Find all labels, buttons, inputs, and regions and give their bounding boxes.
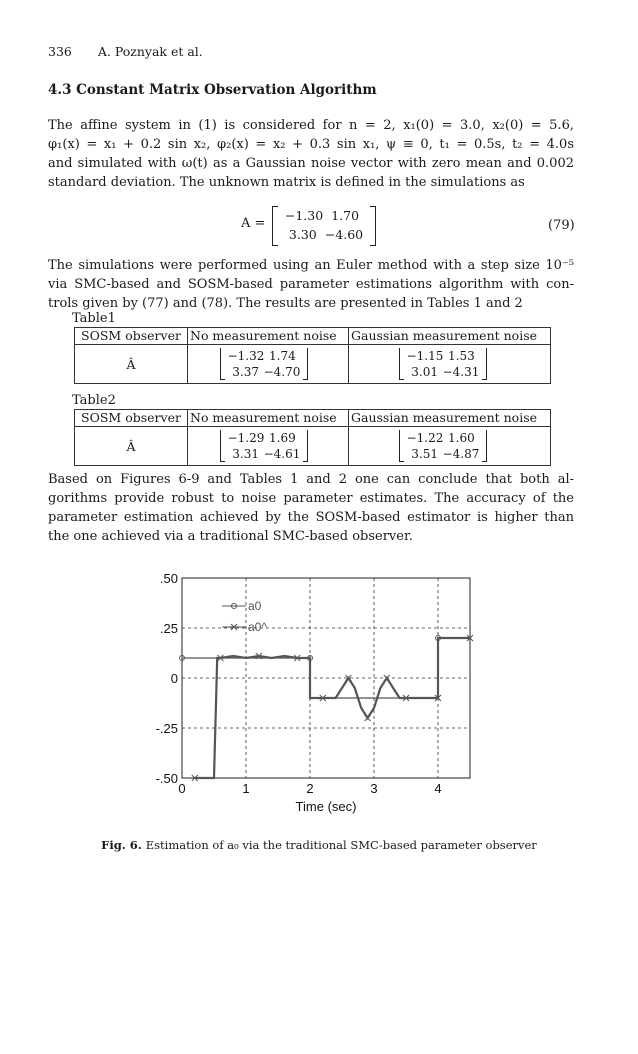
- y-tick-label: -.50: [155, 771, 178, 786]
- matrix-cell: 3.01: [411, 365, 438, 379]
- matrix-cell: −4.60: [324, 227, 364, 242]
- matrix-cell: −1.29: [227, 431, 265, 445]
- matrix-row: [273, 227, 375, 242]
- matrix-cell: 3.51: [411, 447, 438, 461]
- table-header-row: [75, 328, 551, 345]
- text-line: parameter estimation achieved by the SOSM-based estimator is higher than: [48, 510, 574, 525]
- matrix-row: [225, 447, 303, 461]
- matrix-cell: 1.60: [448, 431, 475, 445]
- text-line: The simulations were performed using an Euler method with a step size 10⁻⁵: [48, 258, 574, 273]
- text-line: The affine system in (1) is considered for n = 2, x₁(0) = 3.0, x₂(0) = 5.6,: [48, 118, 574, 133]
- estimate-matrix: [399, 348, 487, 380]
- x-tick-label: 3: [370, 781, 378, 796]
- paragraph-simulation: [48, 256, 574, 313]
- matrix-cell: 1.69: [269, 431, 296, 445]
- table-header-row: [75, 410, 551, 427]
- x-axis-label: Time (sec): [295, 799, 357, 814]
- paragraph-system-setup: [48, 116, 574, 192]
- table-cell-no-noise: [188, 345, 349, 384]
- text-line: trols given by (77) and (78). The results are presented in Tables 1 and 2: [48, 296, 523, 311]
- matrix-cell: −1.32: [227, 349, 265, 363]
- table-header-cell: SOSM observer: [75, 410, 188, 427]
- x-tick-label: 0: [178, 781, 186, 796]
- running-head: [48, 44, 203, 59]
- figure-6: [146, 571, 476, 826]
- matrix-row: [225, 365, 303, 379]
- text-line: the one achieved via a traditional SMC-based observer.: [48, 529, 413, 544]
- text-line: Based on Figures 6-9 and Tables 1 and 2 one can conclude that both al-: [48, 472, 574, 487]
- matrix-row: [404, 447, 482, 461]
- table2-caption: Table2: [72, 393, 116, 408]
- matrix-cell: 1.74: [269, 349, 296, 363]
- text-line: gorithms provide robust to noise parameter estimates. The accuracy of the: [48, 491, 574, 506]
- matrix-row: [404, 349, 482, 363]
- legend-label: a0: [248, 599, 262, 613]
- equation-79: [0, 206, 638, 246]
- text-line: standard deviation. The unknown matrix is defined in the simulations as: [48, 175, 525, 190]
- x-tick-label: 1: [242, 781, 250, 796]
- matrix-cell: −1.22: [406, 431, 444, 445]
- matrix-cell: 3.37: [232, 365, 259, 379]
- row-label: Â: [75, 345, 188, 384]
- page-number: 336: [48, 44, 72, 59]
- table-cell-gaussian: [349, 427, 551, 466]
- paragraph-conclusion: [48, 470, 574, 546]
- matrix-cell: −4.61: [263, 447, 301, 461]
- y-tick-label: .50: [159, 571, 178, 586]
- matrix-cell: 3.31: [232, 447, 259, 461]
- matrix-row: [404, 365, 482, 379]
- equation-number: (79): [548, 218, 575, 233]
- matrix-cell: 1.70: [331, 208, 360, 223]
- table1-caption: Table1: [72, 311, 116, 326]
- equation-matrix: [272, 206, 376, 246]
- estimate-matrix: [220, 430, 308, 462]
- equation-lhs: A =: [241, 216, 266, 231]
- matrix-cell: −4.70: [263, 365, 301, 379]
- table-header-cell: No measurement noise: [188, 328, 349, 345]
- matrix-cell: 1.53: [448, 349, 475, 363]
- figure-label: Fig. 6.: [101, 838, 142, 852]
- matrix-cell: 3.30: [288, 227, 317, 242]
- figure-caption: [0, 838, 638, 852]
- table-row: [75, 345, 551, 384]
- a0-estimation-chart: [146, 571, 476, 826]
- table-cell-no-noise: [188, 427, 349, 466]
- matrix-cell: −4.87: [442, 447, 480, 461]
- matrix-cell: −4.31: [442, 365, 480, 379]
- y-tick-label: -.25: [155, 721, 178, 736]
- matrix-row: [273, 208, 375, 223]
- text-line: φ₁(x) = x₁ + 0.2 sin x₂, φ₂(x) = x₂ + 0.3 sin x₁, ψ ≡ 0, t₁ = 0.5s, t₂ = 4.0s: [48, 137, 574, 152]
- table-header-cell: Gaussian measurement noise: [349, 328, 551, 345]
- y-tick-label: .25: [159, 621, 178, 636]
- matrix-cell: −1.30: [284, 208, 324, 223]
- section-title: 4.3 Constant Matrix Observation Algorithm: [48, 82, 377, 98]
- table-header-cell: Gaussian measurement noise: [349, 410, 551, 427]
- row-label: Â: [75, 427, 188, 466]
- text-line: via SMC-based and SOSM-based parameter estimations algorithm with con-: [48, 277, 574, 292]
- text-line: and simulated with ω(t) as a Gaussian noise vector with zero mean and 0.002: [48, 156, 574, 171]
- estimate-matrix: [220, 348, 308, 380]
- table2: [74, 409, 551, 466]
- x-tick-label: 4: [434, 781, 442, 796]
- table-cell-gaussian: [349, 345, 551, 384]
- legend-label: a0^: [248, 620, 267, 634]
- table-row: [75, 427, 551, 466]
- table1: [74, 327, 551, 384]
- matrix-row: [404, 431, 482, 445]
- x-tick-label: 2: [306, 781, 314, 796]
- figure-caption-text: Estimation of a₀ via the traditional SMC-based parameter observer: [145, 838, 537, 852]
- matrix-row: [225, 349, 303, 363]
- matrix-cell: −1.15: [406, 349, 444, 363]
- estimate-matrix: [399, 430, 487, 462]
- matrix-row: [225, 431, 303, 445]
- running-head-authors: A. Poznyak et al.: [97, 44, 203, 59]
- table-header-cell: SOSM observer: [75, 328, 188, 345]
- table-header-cell: No measurement noise: [188, 410, 349, 427]
- y-tick-label: 0: [170, 671, 178, 686]
